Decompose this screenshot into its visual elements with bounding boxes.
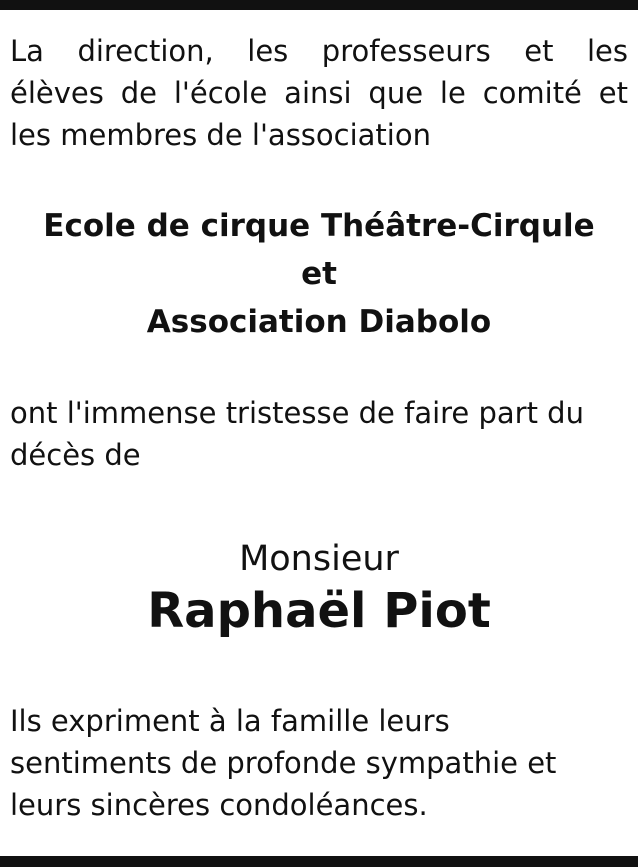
intro-line: La direction, les professeurs et les — [10, 34, 628, 68]
bottom-border-rule — [0, 856, 638, 867]
announcement-paragraph — [10, 392, 628, 476]
intro-line: les membres de l'association — [10, 118, 431, 152]
org-school-name: Ecole de cirque Théâtre-Cirqule — [43, 208, 595, 244]
org-association-name: Association Diabolo — [146, 304, 492, 340]
intro-paragraph — [10, 30, 628, 156]
announcement-line: ont l'immense tristesse de faire part du — [10, 396, 584, 430]
announcement-line: décès de — [10, 438, 141, 472]
closing-paragraph — [10, 700, 628, 826]
obituary-notice — [10, 30, 628, 826]
top-border-rule — [0, 0, 638, 10]
closing-line: sentiments de profonde sympathie et — [10, 746, 557, 780]
closing-line: Ils expriment à la famille leurs — [10, 704, 450, 738]
deceased-name: Raphaël Piot — [147, 583, 491, 639]
organizations-block — [10, 202, 628, 346]
org-conjunction: et — [301, 256, 337, 292]
closing-line: leurs sincères condoléances. — [10, 788, 428, 822]
intro-line: élèves de l'école ainsi que le comité et — [10, 76, 628, 110]
honorific: Monsieur — [239, 539, 399, 579]
